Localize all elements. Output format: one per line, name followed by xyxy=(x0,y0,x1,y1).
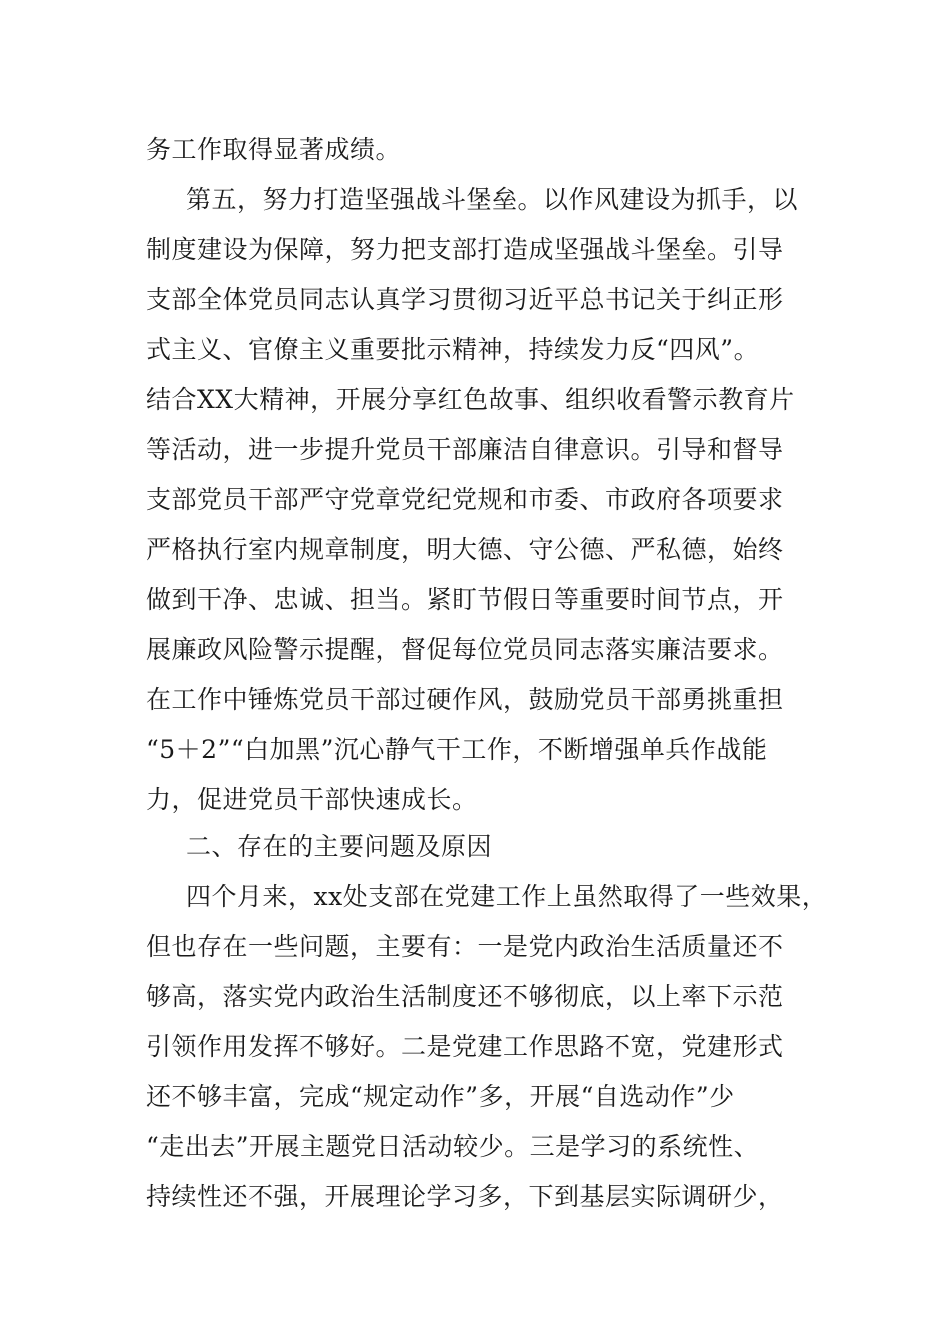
paragraph-first-line: 第五，努力打造坚强战斗堡垒。以作风建设为抓手，以 xyxy=(186,185,799,214)
text-line: 等活动，进一步提升党员干部廉洁自律意识。引导和督导 xyxy=(146,435,784,464)
text-line: 还不够丰富，完成“规定动作”多，开展“自选动作”少 xyxy=(146,1082,735,1111)
text-line: 式主义、官僚主义重要批示精神，持续发力反“四风”。 xyxy=(146,335,760,364)
text-line: 在工作中锤炼党员干部过硬作风，鼓励党员干部勇挑重担 xyxy=(146,685,784,714)
text-line: 引领作用发挥不够好。二是党建工作思路不宽，党建形式 xyxy=(146,1032,784,1061)
text-line: 但也存在一些问题，主要有：一是党内政治生活质量还不 xyxy=(146,932,784,961)
text-line: 结合XX大精神，开展分享红色故事、组织收看警示教育片 xyxy=(146,385,795,414)
text-line: 制度建设为保障，努力把支部打造成坚强战斗堡垒。引导 xyxy=(146,235,784,264)
text-line: 够高，落实党内政治生活制度还不够彻底，以上率下示范 xyxy=(146,982,784,1011)
section-heading: 二、存在的主要问题及原因 xyxy=(186,832,493,861)
text-line: 支部全体党员同志认真学习贯彻习近平总书记关于纠正形 xyxy=(146,285,784,314)
text-line: “走出去”开展主题党日活动较少。三是学习的系统性、 xyxy=(146,1132,760,1161)
text-line: 务工作取得显著成绩。 xyxy=(146,135,402,164)
text-line: 做到干净、忠诚、担当。紧盯节假日等重要时间节点，开 xyxy=(146,585,784,614)
text-line: 力，促进党员干部快速成长。 xyxy=(146,785,478,814)
text-line: 支部党员干部严守党章党纪党规和市委、市政府各项要求 xyxy=(146,485,784,514)
text-line: “5＋2”“白加黑”沉心静气干工作，不断增强单兵作战能 xyxy=(146,735,768,764)
paragraph-first-line: 四个月来，xx处支部在党建工作上虽然取得了一些效果， xyxy=(186,882,828,911)
text-line: 严格执行室内规章制度，明大德、守公德、严私德，始终 xyxy=(146,535,784,564)
text-line: 持续性还不强，开展理论学习多，下到基层实际调研少， xyxy=(146,1182,784,1211)
text-line: 展廉政风险警示提醒，督促每位党员同志落实廉洁要求。 xyxy=(146,635,784,664)
